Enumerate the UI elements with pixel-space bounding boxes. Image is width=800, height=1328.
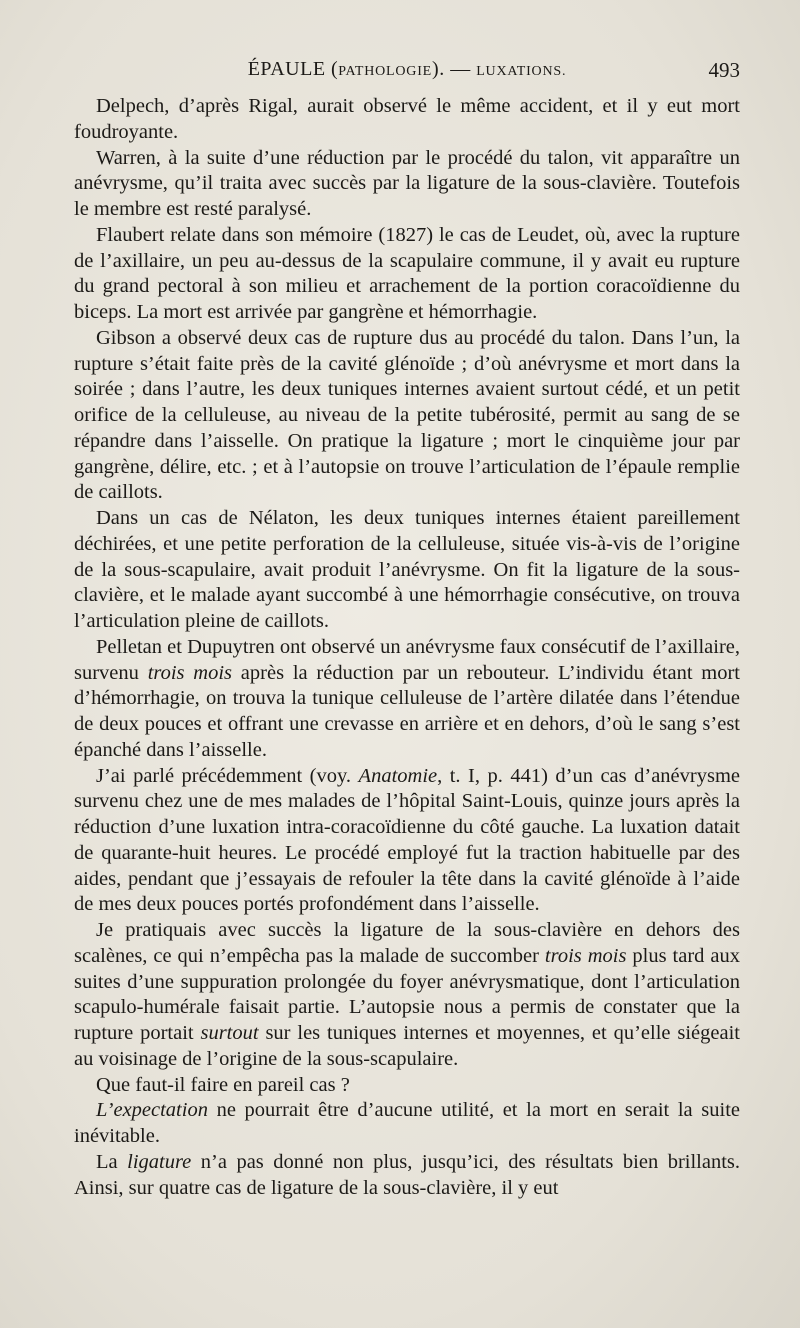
paragraph-ligature: La ligature n’a pas donné non plus, jusqu’ici, des résultats bien brillants. Ainsi, sur quatre cas de ligature de la sous-clavière, il y eut [74,1150,741,1199]
paragraph-warren: Warren, à la suite d’une réduction par le procédé du talon, vit apparaître un anévrysme, qu’il traita avec succès par la ligature de la sous-clavière. Toutefois le membre est resté paralysé. [74,146,740,220]
paragraph-expectation: L’expectation ne pourrait être d’aucune utilité, et la mort en serait la suite inévitable. [74,1099,740,1147]
running-header [74,58,740,88]
paragraph-nelaton: Dans un cas de Nélaton, les deux tuniques internes étaient pareillement déchirées, et une petite perforation de la celluleuse, située vis-à-vis de l’origine de la sous-scapulaire, avait produit l’anévrysme. On fit la ligature de la sous-clavière, et le malade ayant succombé à une hémorrhagie consécutive, on trouva l’articulation pleine de caillots. [74,507,740,632]
italic-surtout: surtout [200,1022,259,1044]
body-text [74,94,740,1201]
title-sub: LUXATIONS. [476,64,567,79]
italic-expectation: L’expectation [96,1099,208,1122]
paragraph-gibson: Gibson a observé deux cas de rupture dus au procédé du talon. Dans l’un, la rupture s’était faite près de la cavité glénoïde ; d’où anévrysme et mort dans la soirée ; dans l’autre, les deux tuniques internes avaient surtout cédé, et un petit orifice de la celluleuse, au niveau de la petite tubérosité, permit au sang de se répandre dans l’aisselle. On pratique la ligature ; mort le cinquième jour par gangrène, délire, etc. ; et à l’autopsie on trouve l’articulation de l’épaule remplie de caillots. [74,326,740,504]
title-small: PATHOLOGIE [338,64,433,79]
italic-trois-mois-2: trois mois [544,944,627,967]
paragraph-question: Que faut-il faire en pareil cas ? [96,1073,350,1096]
title-sep: ). — [432,58,477,80]
title-main: ÉPAULE ( [247,58,339,80]
italic-trois-mois: trois mois [147,661,233,684]
show-through [730,110,800,1260]
page-number: 493 [708,58,740,82]
paragraph-anatomie: J’ai parlé précédemment (voy. Anatomie, t. I, p. 441) d’un cas d’anévrysme survenu chez une de mes malades de l’hôpital Saint-Louis, quinze jours après la réduction d’une luxation intra-coracoïdienne du côté gauche. La luxation datait de quarante-huit heures. Le procédé employé fut la traction habituelle par des aides, pendant que j’essayais de refouler la tête dans la cavité glénoïde à l’aide de mes deux pouces portés profondément dans l’aisselle. [74,764,740,916]
paragraph-ligature-success: Je pratiquais avec succès la ligature de la sous-clavière en dehors des scalènes, ce qui n’empêcha pas la malade de succomber trois mois plus tard aux suites d’une suppuration prolongée du foyer anévrysmatique, dont l’articulation scapulo-humérale faisait partie. L’autopsie nous a permis de constater que la rupture portait surtout sur les tuniques internes et moyennes, et qu’elle siégeait au voisinage de l’origine de la sous-scapulaire. [74,919,740,1070]
paragraph-pelletan: Pelletan et Dupuytren ont observé un anévrysme faux consécutif de l’axillaire, survenu trois mois après la réduction par un rebouteur. L’individu étant mort d’hémorrhagie, on trouva la tunique celluleuse de l’artère dilatée dans l’étendue de deux pouces et offrant une crevasse en arrière et en dehors, d’où le sang s’est épanché dans l’aisselle. [74,635,740,761]
paragraph-flaubert: Flaubert relate dans son mémoire (1827) le cas de Leudet, où, avec la rupture de l’axillaire, un peu au-dessus de la scapulaire commune, il y avait eu rupture du grand pectoral à son milieu et arrachement de la portion coracoïdienne du biceps. La mort est arrivée par gangrène et hémorrhagie. [74,223,740,323]
running-title [74,58,740,81]
italic-anatomie: Anatomie [358,764,438,787]
italic-ligature: ligature [127,1150,192,1173]
paragraph-delpech: Delpech, d’après Rigal, aurait observé le même accident, et il y eut mort foudroyante. [74,95,740,143]
